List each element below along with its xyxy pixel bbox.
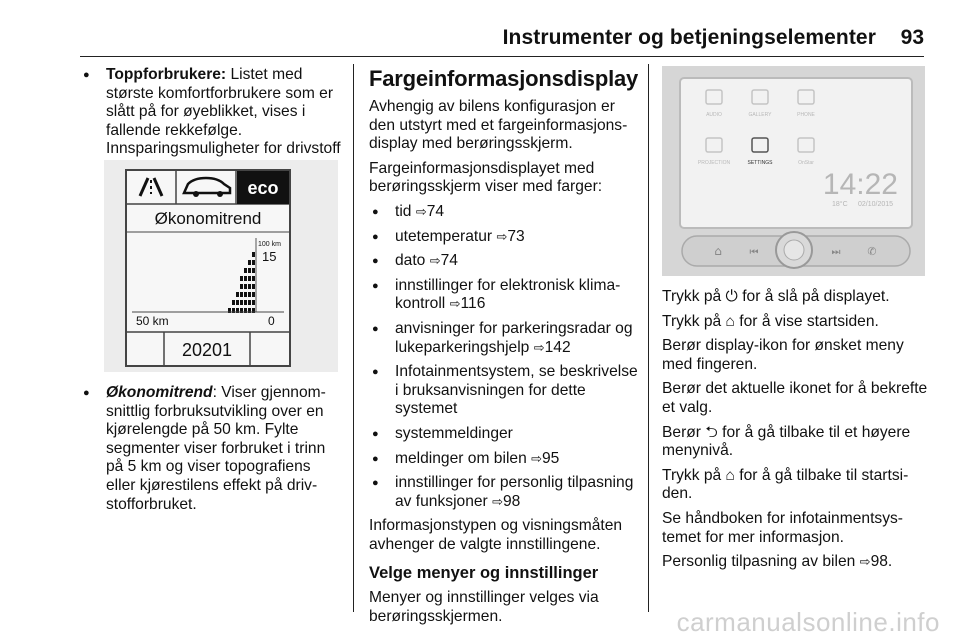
list-item-text: innstillinger for personlig tilpasning av funksjoner	[395, 474, 634, 510]
odometer: 20201	[181, 340, 233, 360]
list-item	[369, 363, 639, 419]
watermark: carmanualsonline.info	[676, 607, 940, 637]
trend-segment	[252, 284, 255, 289]
outside-temp: 18°C	[832, 201, 848, 208]
date: 02/10/2015	[858, 201, 894, 208]
trend-title: Økonomitrend	[154, 209, 262, 228]
column-divider-right	[648, 64, 649, 612]
trend-segment	[236, 292, 239, 297]
trend-segment	[248, 276, 251, 281]
trend-segment	[252, 268, 255, 273]
paragraph-confirm: Berør det aktuelle ikonet for å bekrefte et valg.	[662, 380, 928, 416]
trend-segment	[252, 276, 255, 281]
app-label: PHONE	[797, 112, 815, 118]
list-item	[369, 203, 639, 222]
list-item	[369, 277, 639, 314]
trend-segment	[240, 300, 243, 305]
left-distance: 50 km	[136, 314, 169, 328]
right-distance: 0	[268, 314, 275, 328]
list-item-text: Infotainmentsystem, se beskrivelse i bruksanvisningen for dette systemet	[395, 363, 638, 418]
trend-segment	[248, 268, 251, 273]
list-item	[369, 252, 639, 271]
scale-value: 15	[262, 249, 277, 264]
list-item	[369, 450, 639, 469]
economy-display-figure	[104, 160, 338, 372]
bullet-term: Toppforbrukere:	[106, 66, 227, 83]
page-reference[interactable]: ⇨ 74	[430, 252, 458, 269]
trend-segment	[244, 292, 247, 297]
page-header	[0, 0, 960, 58]
colors-intro: Fargeinformasjonsdisplayet med berøringsskjerm viser med farger:	[369, 159, 603, 196]
trend-segment	[248, 292, 251, 297]
trend-segment	[240, 292, 243, 297]
paragraph-back: Berør ⮌ for å gå tilbake til et høyere menynivå.	[662, 423, 911, 460]
left-column-lower	[80, 384, 342, 520]
page-reference[interactable]: ⇨ 73	[496, 228, 524, 245]
intro-paragraph: Avhengig av bilens konfigurasjon er den utstyrt med et fargeinformasjonsdisplay med berøringsskjerm.	[369, 98, 628, 153]
trend-segment	[252, 260, 255, 265]
trend-segment	[244, 284, 247, 289]
list-item-text: systemmeldinger	[395, 424, 513, 442]
trend-segment	[248, 300, 251, 305]
paragraph-home-return: Trykk på ⌂ for å gå tilbake til startsiden.	[662, 466, 909, 503]
economy-display	[104, 160, 338, 372]
next-icon[interactable]: ⏭	[831, 247, 841, 258]
app-label: PROJECTION	[697, 160, 731, 166]
trend-segment	[244, 276, 247, 281]
paragraph-personalization	[662, 553, 930, 572]
prev-icon[interactable]: ⏮	[749, 247, 759, 258]
eco-label: eco	[247, 178, 279, 198]
trend-segment	[244, 300, 247, 305]
bullet-text: Listet med største komfortforbrukere som er slått på for øyeblikket, vises i fallende rekkefølge. Innsparingsmuligheter for drivstoff	[106, 66, 341, 158]
clock: 14:22	[822, 168, 898, 201]
list-item	[369, 228, 639, 247]
list-item-text: innstillinger for elektronisk klimakontroll	[395, 276, 621, 313]
paragraph-touch: Berør display-ikon for ønsket meny med fingeren.	[662, 337, 904, 373]
trend-segment	[244, 268, 247, 273]
list-item-text: meldinger om bilen	[395, 449, 527, 467]
page-reference[interactable]: ⇨ 98	[492, 493, 520, 510]
sub-paragraph: Menyer og innstillinger velges via berøringsskjermen.	[369, 589, 599, 625]
page-number: 93	[900, 26, 924, 49]
subheading: Velge menyer og innstillinger	[369, 564, 599, 583]
personalization-text: Personlig tilpasning av bilen	[662, 553, 856, 571]
scale-unit: 100 km	[258, 241, 281, 248]
feature-list	[369, 203, 639, 511]
page-reference[interactable]: ⇨ 116	[450, 295, 486, 312]
page-reference[interactable]: ⇨ 74	[416, 203, 444, 220]
list-item	[369, 474, 639, 511]
list-item-text: dato	[395, 252, 426, 270]
trend-segment	[252, 252, 255, 257]
column-divider-left	[353, 64, 354, 612]
page-reference[interactable]: ⇨ 98	[860, 553, 888, 570]
paragraph-power: Trykk på ⏻ for å slå på displayet.	[662, 288, 890, 305]
bullet-term: Økonomitrend	[106, 384, 213, 401]
trend-segment	[236, 300, 239, 305]
list-item-text: anvisninger for parkeringsradar og lukeparkeringshjelp	[395, 319, 633, 356]
page-reference[interactable]: ⇨ 142	[534, 339, 571, 356]
list-item	[369, 425, 639, 444]
phone-icon[interactable]: ✆	[867, 245, 877, 258]
bullet-text: : Viser gjennomsnittlig forbruksutvikling over en kjørelengde på 50 km. Fylte segmenter viser forbruket i trinn på 5 km og viser topografiens eller kjørestilens effekt på drivstofforbruket.	[106, 384, 326, 513]
section-heading: Fargeinformasjonsdisplay	[369, 66, 639, 91]
trend-segment	[252, 292, 255, 297]
trend-segment	[248, 284, 251, 289]
list-item-text: utetemperatur	[395, 227, 493, 245]
right-column	[662, 288, 930, 578]
app-label: AUDIO	[706, 112, 722, 118]
paragraph-home: Trykk på ⌂ for å vise startsiden.	[662, 312, 879, 330]
header-title: Instrumenter og betjeningselementer	[502, 26, 876, 49]
paragraph-manual: Se håndboken for infotainmentsystemet for mer informasjon.	[662, 509, 903, 546]
infotainment-unit	[662, 66, 925, 276]
trend-segment	[240, 276, 243, 281]
infotainment-figure	[662, 66, 925, 276]
page-reference[interactable]: ⇨ 95	[531, 450, 559, 467]
trend-segment	[232, 300, 235, 305]
header-rule	[80, 56, 924, 57]
trend-segment	[252, 300, 255, 305]
app-label: GALLERY	[748, 112, 772, 118]
period: .	[887, 553, 893, 571]
home-icon[interactable]: ⌂	[714, 244, 722, 258]
bullet-okonomitrend	[80, 384, 342, 514]
app-label: SETTINGS	[747, 160, 773, 166]
list-item	[369, 320, 639, 357]
outro-paragraph: Informasjonstypen og visningsmåten avhenger de valgte innstillingene.	[369, 517, 623, 553]
middle-column	[369, 66, 639, 632]
app-label: OnStar	[798, 160, 814, 166]
list-item-text: tid	[395, 202, 412, 220]
trend-segment	[248, 260, 251, 265]
trend-segment	[240, 284, 243, 289]
